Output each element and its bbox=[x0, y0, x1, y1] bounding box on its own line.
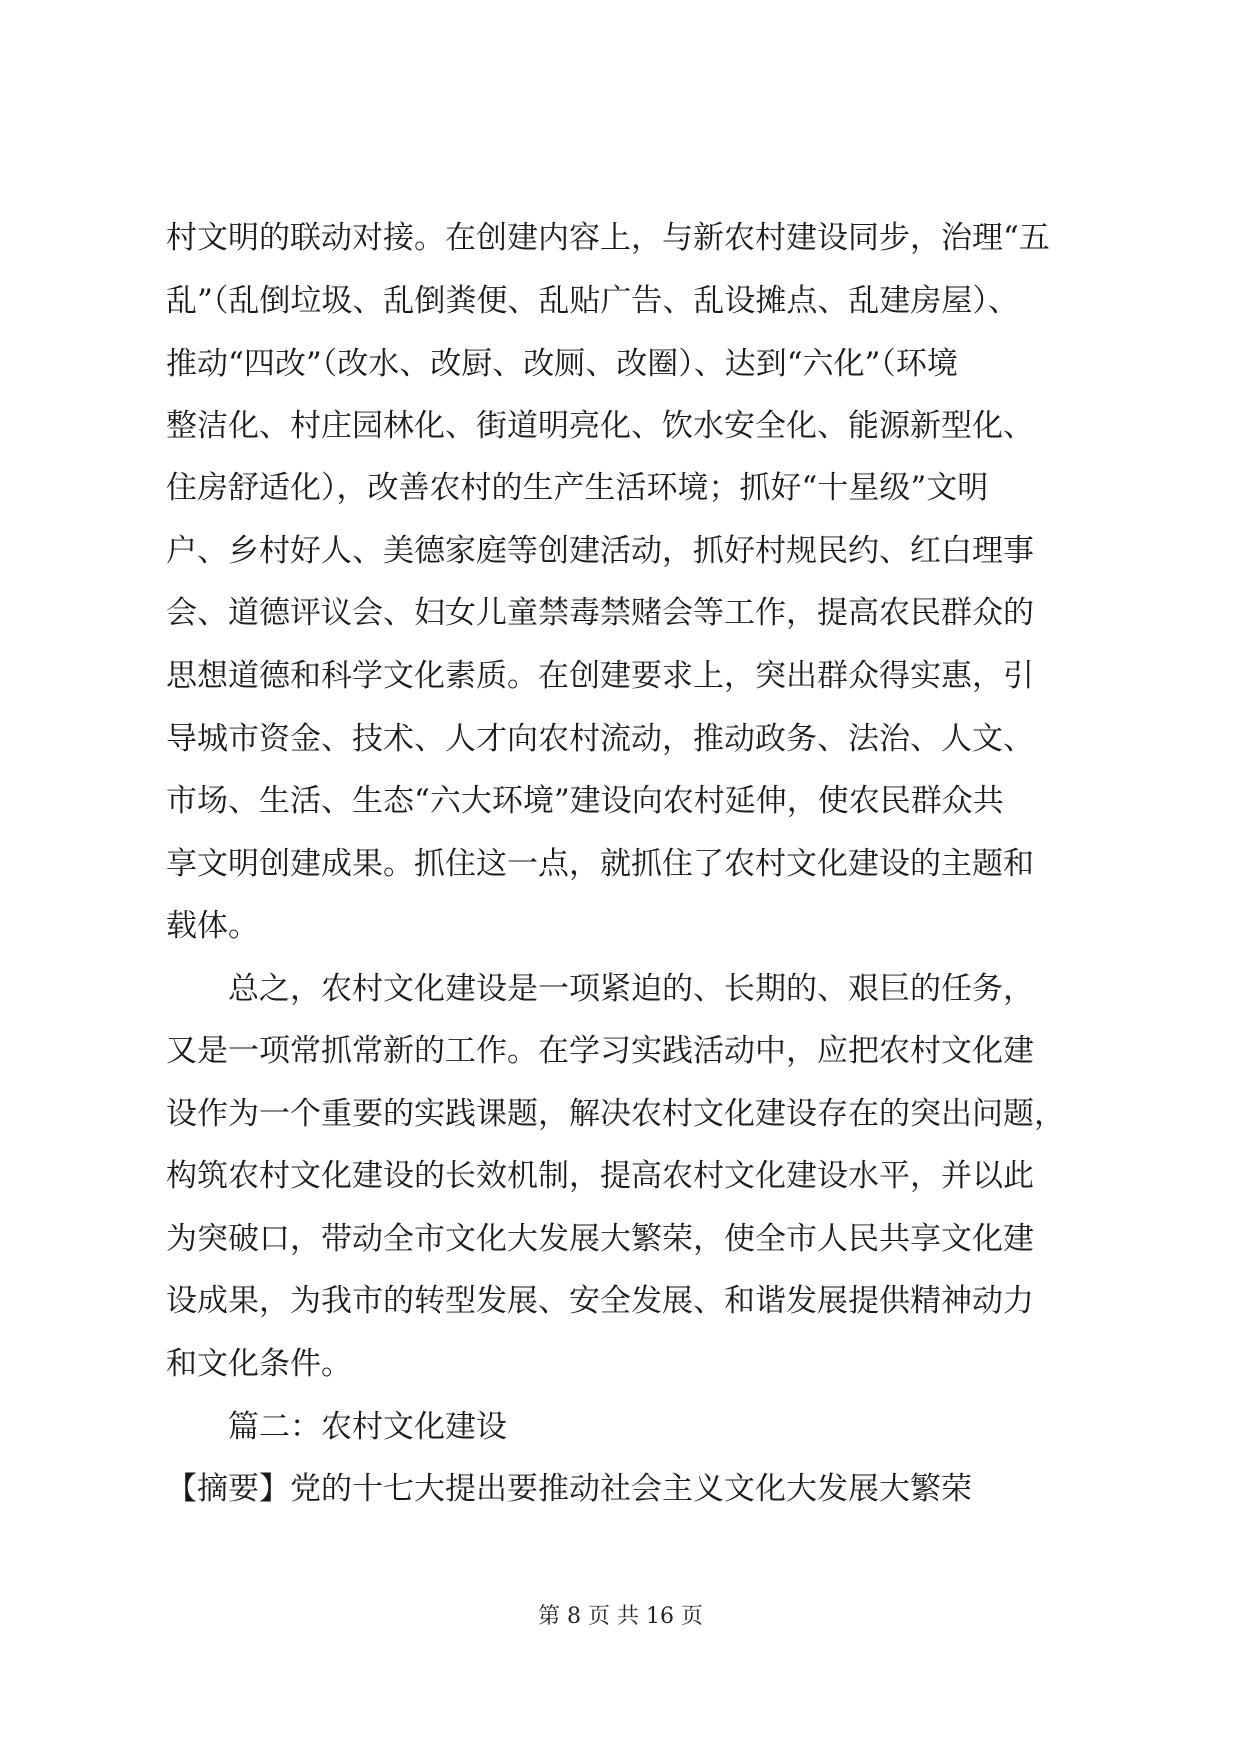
text-line: 市场、生活、生态“六大环境”建设向农村延伸，使农民群众共 bbox=[166, 783, 1004, 819]
text-line: 住房舒适化），改善农村的生产生活环境；抓好“十星级”文明 bbox=[166, 470, 989, 506]
text-line: 设成果，为我市的转型发展、安全发展、和谐发展提供精神动力 bbox=[166, 1283, 1034, 1319]
abstract-line: 【摘要】党的十七大提出要推动社会主义文化大发展大繁荣 bbox=[166, 1471, 972, 1507]
page-number-footer: 第 8 页 共 16 页 bbox=[538, 1604, 703, 1629]
text-line: 为突破口，带动全市文化大发展大繁荣，使全市人民共享文化建 bbox=[166, 1221, 1034, 1257]
text-line: 享文明创建成果。抓住这一点，就抓住了农村文化建设的主题和 bbox=[166, 846, 1034, 882]
text-line: 又是一项常抓常新的工作。在学习实践活动中，应把农村文化建 bbox=[166, 1033, 1034, 1069]
section-heading: 篇二：农村文化建设 bbox=[166, 1409, 507, 1445]
text-line: 构筑农村文化建设的长效机制，提高农村文化建设水平，并以此 bbox=[166, 1158, 1034, 1194]
text-line: 总之，农村文化建设是一项紧迫的、长期的、艰巨的任务， bbox=[166, 971, 1034, 1007]
text-line: 推动“四改”（改水、改厨、改厕、改圈）、达到“六化”（环境 bbox=[166, 346, 958, 382]
text-line: 会、道德评议会、妇女儿童禁毒禁赌会等工作，提高农民群众的 bbox=[166, 595, 1034, 631]
text-line: 思想道德和科学文化素质。在创建要求上，突出群众得实惠，引 bbox=[166, 658, 1034, 694]
text-line: 载体。 bbox=[166, 908, 259, 944]
text-line: 乱”（乱倒垃圾、乱倒粪便、乱贴广告、乱设摊点、乱建房屋）、 bbox=[166, 283, 1019, 319]
text-line: 设作为一个重要的实践课题，解决农村文化建设存在的突出问题， bbox=[166, 1096, 1065, 1132]
text-line: 整洁化、村庄园林化、街道明亮化、饮水安全化、能源新型化、 bbox=[166, 408, 1034, 444]
text-line: 和文化条件。 bbox=[166, 1346, 352, 1382]
text-line: 户、乡村好人、美德家庭等创建活动，抓好村规民约、红白理事 bbox=[166, 533, 1034, 569]
text-line: 导城市资金、技术、人才向农村流动，推动政务、法治、人文、 bbox=[166, 721, 1034, 757]
text-line: 村文明的联动对接。在创建内容上，与新农村建设同步，治理“五 bbox=[166, 220, 1050, 256]
